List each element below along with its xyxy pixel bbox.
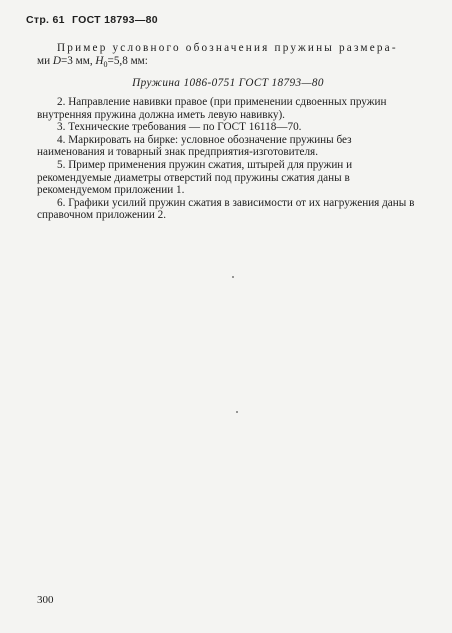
page-number: 300 xyxy=(37,594,54,606)
scan-speck xyxy=(232,276,234,278)
diameter-value: =3 мм, xyxy=(60,54,96,67)
list-item: 2. Направление навивки правое (при применении сдвоенных пружин внутренняя пружина должна иметь левую навивку). xyxy=(37,96,387,121)
height-symbol: H xyxy=(95,54,104,67)
list-item: 3. Технические требования — по ГОСТ 16118—70. xyxy=(57,121,302,134)
requirements-list xyxy=(37,96,419,222)
height-subscript: 0 xyxy=(103,59,108,69)
dimensions-prefix: ми xyxy=(37,54,53,67)
height-value: =5,8 мм: xyxy=(107,54,148,67)
scan-speck xyxy=(236,411,238,413)
document-body xyxy=(37,42,419,222)
list-item: 4. Маркировать на бирке: условное обозначение пружины без наименования и товарный знак предприятия-изготовителя. xyxy=(37,133,352,159)
designation-example xyxy=(37,42,419,90)
example-dimensions-line xyxy=(37,55,419,72)
spring-designation: Пружина 1086-0751 ГОСТ 18793—80 xyxy=(132,77,324,90)
list-item: 6. Графики усилий пружин сжатия в зависимости от их нагружения даны в справочном приложении 2. xyxy=(37,196,415,222)
page-label: Стр. 61 xyxy=(26,14,65,26)
page-header xyxy=(26,14,158,26)
standard-code: ГОСТ 18793—80 xyxy=(71,14,158,26)
list-item: 5. Пример применения пружин сжатия, штырей для пружин и рекомендуемые диаметры отверстий под пружины сжатия даны в рекомендуемом приложении 1. xyxy=(37,158,353,197)
diameter-symbol: D xyxy=(52,54,61,67)
example-intro-line: Пример условного обозначения пружины размера- xyxy=(57,42,398,54)
